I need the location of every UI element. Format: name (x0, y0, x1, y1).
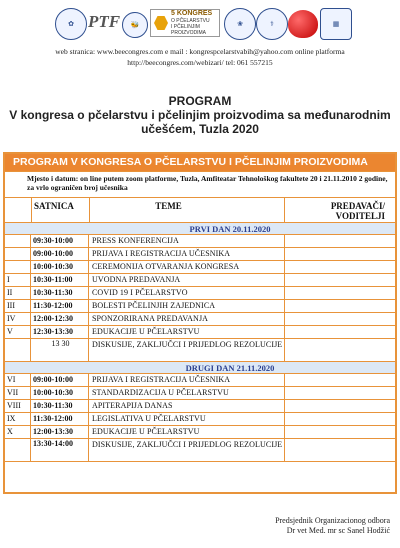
table-row (5, 413, 395, 426)
venue-info: Mjesto i datum: on line putem zoom platforme, Tuzla, Amfiteatar Tehnološkog fakultete 20 i 21.11.2010 2 godine, za vrlo ograničen broj učesnika (5, 172, 395, 198)
row-topic: DISKUSIJE, ZAKLJUČCI I PRIJEDLOG REZOLUCIJE (89, 339, 285, 361)
title-line-3: učešćem, Tuzla 2020 (141, 122, 259, 136)
table-row (5, 274, 395, 287)
row-topic: EDUKACIJE U PČELARSTVU (89, 326, 285, 338)
row-number (5, 439, 31, 461)
row-time: 12:00-13:30 (31, 426, 89, 438)
row-topic: STANDARDIZACIJA U PČELARSTVU (89, 387, 285, 399)
row-lecturer (285, 413, 395, 425)
row-time: 13:30-14:00 (31, 439, 89, 461)
row-time: 13 30 (31, 339, 89, 361)
row-topic: PRIJAVA I REGISTRACIJA UČESNIKA (89, 248, 285, 260)
row-time: 10:30-11:30 (31, 400, 89, 412)
table-row (5, 439, 395, 462)
row-topic: LEGISLATIVA U PČELARSTVU (89, 413, 285, 425)
row-number: II (5, 287, 31, 299)
honeycomb-icon (154, 16, 168, 30)
header-lecturers (285, 198, 395, 222)
row-time: 12:30-13:30 (31, 326, 89, 338)
row-topic: COVID 19 I PČELARSTVO (89, 287, 285, 299)
page-title (0, 94, 400, 136)
row-lecturer (285, 313, 395, 325)
row-lecturer (285, 274, 395, 286)
table-row (5, 248, 395, 261)
row-lecturer (285, 248, 395, 260)
day-1-heading: PRVI DAN 20.11.2020 (5, 223, 395, 235)
row-lecturer (285, 287, 395, 299)
row-number: IV (5, 313, 31, 325)
day-2-heading: DRUGI DAN 21.11.2020 (5, 362, 395, 374)
row-number: IX (5, 413, 31, 425)
row-topic: PRESS KONFERENCIJA (89, 235, 285, 247)
row-topic: BOLESTI PČELINJIH ZAJEDNICA (89, 300, 285, 312)
title-line-1: PROGRAM (168, 94, 232, 108)
row-number (5, 235, 31, 247)
table-row (5, 426, 395, 439)
row-number: X (5, 426, 31, 438)
row-time: 12:00-12:30 (31, 313, 89, 325)
row-time: 09:00-10:00 (31, 248, 89, 260)
row-time: 10:30-11:00 (31, 274, 89, 286)
row-time: 11:30-12:00 (31, 413, 89, 425)
title-line-2: V kongresa o pčelarstvu i pčelinjim proizvodima sa međunarodnim (9, 108, 391, 122)
row-topic: DISKUSIJE, ZAKLJUČCI I PRIJEDLOG REZOLUCIJE (89, 439, 285, 461)
header-time: SATNICA (32, 198, 90, 222)
table-row (5, 374, 395, 387)
header-lecturers-line1: PREDAVAČI/ (330, 201, 385, 211)
association-seal-icon: ❀ (224, 8, 256, 40)
apple-logo-icon (288, 10, 318, 38)
table-row (5, 326, 395, 339)
row-topic: CEREMONIJA OTVARANJA KONGRESA (89, 261, 285, 273)
row-topic: PRIJAVA I REGISTRACIJA UČESNIKA (89, 374, 285, 386)
row-number (5, 339, 31, 361)
program-banner: PROGRAM V KONGRESA O PČELARSTVU I PČELINJIM PROIZVODIMA (5, 154, 395, 172)
table-row (5, 235, 395, 248)
bee-icon: 🐝 (122, 12, 148, 38)
row-time: 09:30-10:00 (31, 235, 89, 247)
kongres-logo-line1: O PČELARSTVU (171, 18, 210, 24)
row-lecturer (285, 326, 395, 338)
row-number (5, 248, 31, 260)
row-number: VIII (5, 400, 31, 412)
row-lecturer (285, 235, 395, 247)
table-header (5, 198, 395, 223)
row-topic: APITERAPIJA DANAS (89, 400, 285, 412)
table-row (5, 313, 395, 326)
row-time: 10:30-11:30 (31, 287, 89, 299)
row-lecturer (285, 387, 395, 399)
signature-name: Dr vet Med. mr sc Sanel Hodžić (286, 526, 390, 535)
row-topic: EDUKACIJE U PČELARSTVU (89, 426, 285, 438)
table-row (5, 339, 395, 362)
table-row (5, 387, 395, 400)
contact-info (0, 46, 400, 68)
row-lecturer (285, 439, 395, 461)
contact-line-1: web stranica: www.beecongres.com e mail : kongrespcelarstvabih@yahoo.com online platforma (55, 47, 345, 56)
row-lecturer (285, 339, 395, 361)
row-number: VI (5, 374, 31, 386)
header-lecturers-line2: VODITELJI (335, 211, 385, 221)
signature-block (275, 516, 390, 536)
kongres-logo-title: 5 KONGRES (171, 10, 213, 17)
row-lecturer (285, 300, 395, 312)
row-number: I (5, 274, 31, 286)
row-topic: SPONZORIRANA PREDAVANJA (89, 313, 285, 325)
row-time: 11:30-12:00 (31, 300, 89, 312)
kongres-logo-line2: I PČELINJIM PROIZVODIMA (171, 24, 207, 36)
table-row (5, 261, 395, 274)
table-row (5, 300, 395, 313)
university-seal-icon: ✿ (55, 8, 87, 40)
row-number: III (5, 300, 31, 312)
day-1-rows (5, 235, 395, 362)
table-row (5, 287, 395, 300)
logo-strip (0, 4, 400, 44)
ptf-logo: PTF (88, 12, 121, 31)
contact-line-2: http://beecongres.com/webizari/ tel: 061 557215 (127, 58, 273, 67)
row-number: VII (5, 387, 31, 399)
signature-title: Predsjednik Organizacionog odbora (275, 516, 390, 525)
row-lecturer (285, 261, 395, 273)
row-number: V (5, 326, 31, 338)
row-time: 10:00-10:30 (31, 387, 89, 399)
day-2-rows (5, 374, 395, 462)
faculty-crest-icon: ▦ (320, 8, 352, 40)
header-topic: TEME (90, 198, 285, 222)
row-topic: UVODNA PREDAVANJA (89, 274, 285, 286)
row-lecturer (285, 374, 395, 386)
kongres-logo (150, 9, 220, 37)
table-row (5, 400, 395, 413)
row-lecturer (285, 426, 395, 438)
veterinary-seal-icon: ⚕ (256, 8, 288, 40)
row-number (5, 261, 31, 273)
row-time: 10:00-10:30 (31, 261, 89, 273)
header-num-cell (5, 198, 32, 222)
program-table (3, 152, 397, 494)
row-lecturer (285, 400, 395, 412)
row-time: 09:00-10:00 (31, 374, 89, 386)
